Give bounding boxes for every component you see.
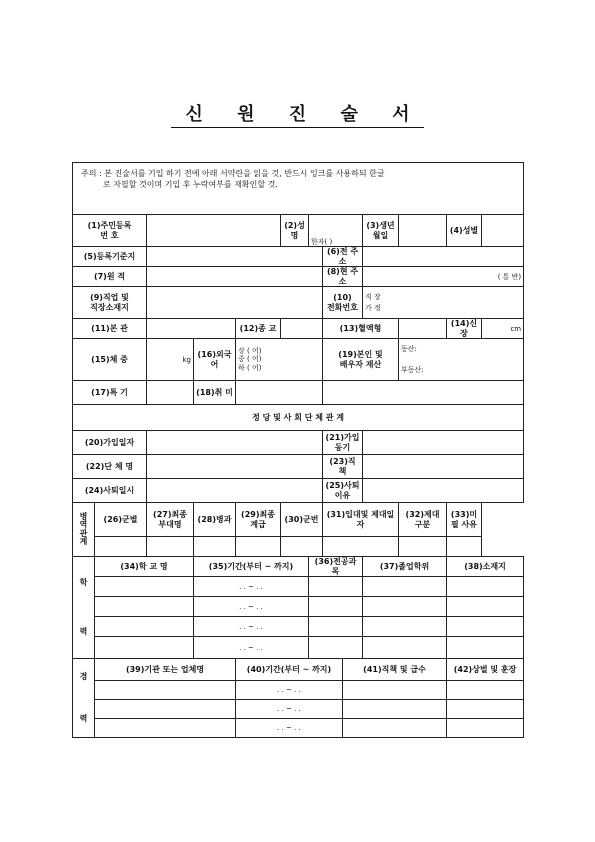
foreign-language-label: (16)외국어 — [194, 339, 236, 381]
military-branch-field[interactable] — [95, 537, 147, 557]
major-field[interactable] — [309, 597, 363, 617]
career-section-label: 경 력 — [73, 659, 95, 738]
religion-label: (12)종 교 — [236, 319, 281, 339]
blood-type-field[interactable] — [399, 319, 447, 339]
height-label: (14)신장 — [447, 319, 482, 339]
awards-field[interactable] — [447, 681, 524, 700]
employment-period-field[interactable]: . . ~ . . — [236, 700, 343, 719]
military-number-header: (30)군번 — [281, 503, 323, 537]
organization-name-label: (22)단 체 명 — [73, 455, 147, 479]
school-name-field[interactable] — [95, 637, 194, 659]
birthdate-label: (3)생년 월일 — [363, 215, 399, 247]
military-branch-header: (26)군별 — [95, 503, 147, 537]
degree-field[interactable] — [363, 577, 447, 597]
military-section-label: 병역관계 — [73, 503, 95, 557]
employment-period-field[interactable]: . . ~ . . — [236, 681, 343, 700]
employment-period-field[interactable]: . . ~ . . — [236, 719, 343, 738]
resignation-date-label: (24)사퇴일시 — [73, 479, 147, 503]
weight-label: (15)체 중 — [73, 339, 147, 381]
section-political-header: 정 당 및 사 회 단 체 관 계 — [73, 405, 524, 431]
join-motive-label: (21)가입동기 — [323, 431, 363, 455]
major-field[interactable] — [309, 577, 363, 597]
military-rank-field[interactable] — [236, 537, 281, 557]
employer-field[interactable] — [95, 719, 236, 738]
degree-field[interactable] — [363, 597, 447, 617]
original-domicile-field[interactable] — [147, 267, 323, 287]
military-discharge-field[interactable] — [399, 537, 447, 557]
job-grade-field[interactable] — [343, 681, 447, 700]
notice-line-2: 로 자필할 것이며 기입 후 누락여부를 재확인할 것. — [103, 180, 278, 190]
religion-field[interactable] — [281, 319, 323, 339]
employer-header: (39)기관 또는 업체명 — [95, 659, 236, 681]
school-location-field[interactable] — [447, 577, 524, 597]
position-label: (23)직 책 — [323, 455, 363, 479]
school-location-field[interactable] — [447, 617, 524, 637]
family-origin-field[interactable] — [147, 319, 236, 339]
major-field[interactable] — [309, 617, 363, 637]
occupation-label: (9)직업 및 직장소재지 — [73, 287, 147, 319]
position-field[interactable] — [363, 455, 524, 479]
notice-box — [73, 163, 524, 215]
degree-field[interactable] — [363, 637, 447, 659]
gender-label: (4)성별 — [447, 215, 482, 247]
school-name-header: (34)학 교 명 — [95, 557, 194, 577]
resident-number-field[interactable] — [147, 215, 281, 247]
assets-label: (19)본인 및 배우자 재산 — [323, 339, 399, 381]
job-grade-field[interactable] — [343, 700, 447, 719]
military-number-field[interactable] — [281, 537, 323, 557]
foreign-language-field[interactable]: 상 ( 어) 중 ( 어) 하 ( 어) — [236, 339, 323, 381]
employer-field[interactable] — [95, 700, 236, 719]
resignation-reason-field[interactable] — [363, 479, 524, 503]
weight-field[interactable]: kg — [147, 339, 194, 381]
hobby-field[interactable] — [236, 381, 323, 405]
school-period-header: (35)기간(부터 ~ 까지) — [194, 557, 309, 577]
school-name-field[interactable] — [95, 617, 194, 637]
major-field[interactable] — [309, 637, 363, 659]
phone-field[interactable]: 직 장 가 정 — [363, 287, 524, 319]
name-field[interactable]: 한자( ) — [309, 215, 363, 247]
join-date-field[interactable] — [147, 431, 323, 455]
current-address-field[interactable]: ( 통 반) — [363, 267, 524, 287]
assets-field[interactable]: 동산: 부동산: — [399, 339, 524, 381]
previous-address-field[interactable] — [363, 247, 524, 267]
personal-history-form — [72, 162, 524, 738]
current-address-label: (8)현 주소 — [323, 267, 363, 287]
degree-header: (37)졸업학위 — [363, 557, 447, 577]
previous-address-label: (6)전 주소 — [323, 247, 363, 267]
resident-number-label: (1)주민등록 번 호 — [73, 215, 147, 247]
school-period-field[interactable]: . . ~ . . — [194, 577, 309, 597]
major-header: (36)전공과목 — [309, 557, 363, 577]
registered-domicile-field[interactable] — [147, 247, 323, 267]
height-field[interactable]: cm — [482, 319, 524, 339]
family-origin-label: (11)본 관 — [73, 319, 147, 339]
school-period-field[interactable]: . . ~ . . — [194, 617, 309, 637]
military-rank-header: (29)최종 계급 — [236, 503, 281, 537]
military-exemption-header: (33)미필 사유 — [447, 503, 482, 537]
employment-period-header: (40)기간(부터 ~ 까지) — [236, 659, 343, 681]
school-location-field[interactable] — [447, 637, 524, 659]
awards-field[interactable] — [447, 719, 524, 738]
school-location-field[interactable] — [447, 597, 524, 617]
notice-line-1: 주의 : 본 진술서를 기입 하기 전에 아래 서약란을 읽을 것, 반드시 잉크를 사용하되 한글 — [81, 169, 385, 178]
resignation-date-field[interactable] — [147, 479, 323, 503]
special-skill-field[interactable] — [147, 381, 194, 405]
assets-field-cont — [323, 381, 524, 405]
employer-field[interactable] — [95, 681, 236, 700]
gender-field[interactable] — [482, 215, 524, 247]
join-motive-field[interactable] — [363, 431, 524, 455]
document-title: 신 원 진 술 서 — [0, 100, 595, 126]
military-dates-header: (31)입대및 제대일자 — [323, 503, 399, 537]
join-date-label: (20)가입일자 — [73, 431, 147, 455]
hobby-label: (18)취 미 — [194, 381, 236, 405]
blood-type-label: (13)혈액형 — [323, 319, 399, 339]
name-label: (2)성명 — [281, 215, 309, 247]
registered-domicile-label: (5)등록기준지 — [73, 247, 147, 267]
original-domicile-label: (7)원 적 — [73, 267, 147, 287]
military-unit-field[interactable] — [147, 537, 194, 557]
organization-name-field[interactable] — [147, 455, 323, 479]
military-specialty-header: (28)병과 — [194, 503, 236, 537]
school-name-field[interactable] — [95, 577, 194, 597]
school-location-header: (38)소재지 — [447, 557, 524, 577]
phone-label: (10) 전화번호 — [323, 287, 363, 319]
special-skill-label: (17)특 기 — [73, 381, 147, 405]
school-name-field[interactable] — [95, 597, 194, 617]
military-discharge-header: (32)제대 구분 — [399, 503, 447, 537]
job-grade-field[interactable] — [343, 719, 447, 738]
occupation-field[interactable] — [147, 287, 323, 319]
awards-field[interactable] — [447, 700, 524, 719]
awards-header: (42)상벌 및 훈장 — [447, 659, 524, 681]
school-period-field[interactable]: . . ~ . . — [194, 637, 309, 659]
education-section-label: 학 력 — [73, 557, 95, 659]
job-grade-header: (41)직책 및 급수 — [343, 659, 447, 681]
military-dates-field[interactable] — [323, 537, 399, 557]
military-specialty-field[interactable] — [194, 537, 236, 557]
school-period-field[interactable]: . . ~ . . — [194, 597, 309, 617]
resignation-reason-label: (25)사퇴이유 — [323, 479, 363, 503]
military-exemption-field[interactable] — [447, 537, 482, 557]
degree-field[interactable] — [363, 617, 447, 637]
military-unit-header: (27)최종 부대명 — [147, 503, 194, 537]
birthdate-field[interactable] — [399, 215, 447, 247]
